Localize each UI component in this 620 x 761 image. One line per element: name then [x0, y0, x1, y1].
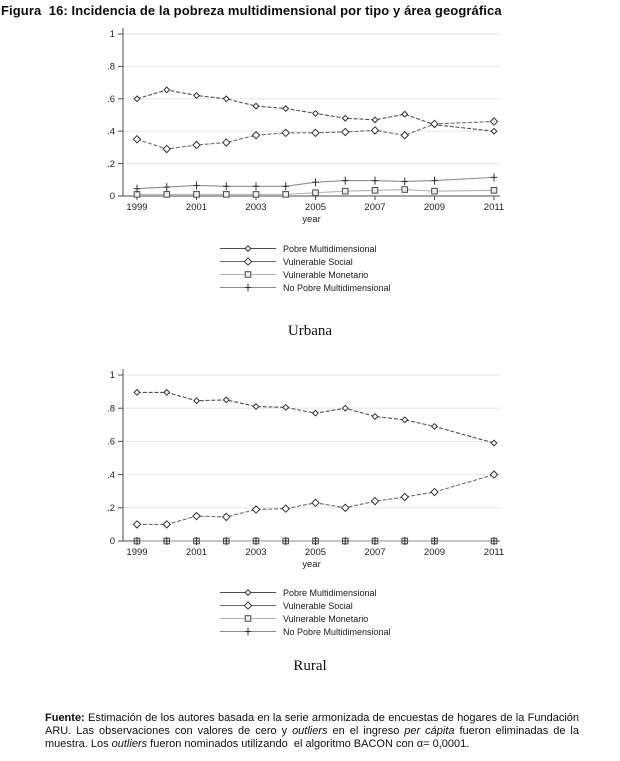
diamond-small-marker: [245, 590, 251, 596]
diamond-marker: [163, 145, 170, 152]
x-tick-label: 2011: [483, 547, 505, 558]
y-tick-label: 0: [109, 191, 115, 203]
diamond-marker: [312, 499, 319, 506]
x-tick-label: 2009: [423, 202, 446, 213]
caption-rural: Rural: [293, 658, 327, 674]
diamond-small-marker: [402, 417, 408, 423]
square-marker: [342, 188, 348, 194]
y-tick-label: 0: [109, 536, 115, 548]
diamond-marker: [252, 506, 259, 513]
x-axis-title: year: [302, 559, 321, 570]
diamond-marker: [431, 120, 438, 127]
diamond-small-marker: [491, 128, 497, 134]
square-marker: [164, 192, 170, 198]
source-note-segment: Estimación de los autores basada en la serie armonizada de encuestas de hogares de la Fundación ARU. Las observaciones con valores de cero y: [45, 712, 582, 737]
diamond-marker: [282, 505, 289, 512]
y-tick-label: 1: [109, 29, 115, 41]
diamond-marker: [401, 132, 408, 139]
x-axis-title: year: [302, 214, 321, 225]
y-tick-label: .8: [107, 403, 115, 415]
series-pobre-multidimensional: [134, 390, 497, 446]
square-marker: [402, 187, 408, 193]
square-marker: [491, 188, 497, 194]
diamond-small-marker: [223, 96, 229, 102]
y-tick-label: .2: [107, 503, 115, 514]
legend-label: Vulnerable Social: [283, 256, 353, 267]
y-tick-label: .6: [107, 436, 115, 448]
square-marker: [372, 188, 378, 194]
legend-key: [220, 282, 276, 293]
diamond-marker: [252, 132, 259, 139]
source-note-segment: outliers: [292, 725, 328, 737]
x-tick-label: 2005: [304, 202, 327, 213]
series-vulnerable-social: [133, 471, 497, 528]
diamond-marker: [371, 127, 378, 134]
legend-item: [220, 586, 391, 599]
diamond-marker: [490, 118, 497, 125]
source-note-segment: outliers: [111, 738, 148, 750]
legend-item: [220, 599, 391, 612]
diamond-small-marker: [134, 96, 140, 102]
y-tick-label: .4: [107, 126, 115, 138]
diamond-marker: [193, 141, 200, 148]
legend-key: [220, 269, 276, 280]
source-note-segment: Fuente:: [45, 712, 85, 724]
caption-urbana: Urbana: [287, 323, 333, 339]
x-tick-label: 2001: [185, 547, 208, 558]
series-vulnerable-social: [133, 118, 497, 153]
legend-key: [220, 600, 276, 611]
legend-item: [220, 281, 391, 294]
diamond-small-marker: [164, 87, 170, 93]
diamond-marker: [244, 602, 251, 609]
diamond-small-marker: [253, 103, 259, 109]
diamond-marker: [490, 471, 497, 478]
x-tick-label: 2011: [483, 202, 505, 213]
legend-item: [220, 612, 391, 625]
diamond-marker: [133, 136, 140, 143]
source-note-segment: fueron eliminadas de la muestra. Los: [45, 725, 583, 750]
diamond-small-marker: [372, 117, 378, 123]
legend-label: No Pobre Multidimensional: [283, 282, 391, 293]
legend-key: [220, 626, 276, 637]
diamond-small-marker: [402, 111, 408, 117]
diamond-marker: [312, 129, 319, 136]
legend-item: [220, 255, 391, 268]
square-marker: [283, 192, 289, 198]
x-tick-label: 1999: [126, 202, 148, 213]
square-marker: [313, 190, 319, 196]
legend-urbana: [220, 242, 391, 294]
legend-label: Pobre Multidimensional: [283, 587, 377, 598]
diamond-small-marker: [164, 390, 170, 396]
diamond-small-marker: [194, 93, 200, 99]
square-marker: [194, 192, 200, 198]
source-note-segment: en el ingreso: [327, 725, 405, 737]
diamond-small-marker: [223, 397, 229, 403]
diamond-marker: [342, 504, 349, 511]
x-tick-label: 2009: [423, 547, 446, 558]
diamond-marker: [342, 128, 349, 135]
diamond-small-marker: [134, 390, 140, 396]
x-tick-label: 2003: [245, 547, 267, 558]
diamond-small-marker: [342, 115, 348, 121]
diamond-marker: [282, 129, 289, 136]
x-tick-label: 1999: [126, 547, 148, 558]
series-no-pobre-multidimensional: [134, 537, 497, 545]
diamond-marker: [163, 521, 170, 528]
chart-rural: [0, 362, 620, 574]
diamond-marker: [193, 513, 200, 520]
legend-key: [220, 243, 276, 254]
legend-item: [220, 242, 391, 255]
x-tick-label: 2003: [245, 202, 267, 213]
diamond-small-marker: [313, 111, 319, 117]
y-tick-label: .6: [107, 94, 115, 105]
diamond-small-marker: [372, 414, 378, 420]
series-pobre-multidimensional: [134, 87, 497, 134]
chart-urbana: [0, 28, 620, 234]
square-marker: [432, 188, 438, 194]
x-tick-label: 2007: [364, 202, 386, 213]
diamond-marker: [244, 258, 251, 265]
square-marker: [245, 616, 251, 622]
y-tick-label: 1: [109, 370, 115, 382]
legend-rural: [220, 586, 391, 638]
square-marker: [223, 192, 229, 198]
figure-title: Figura 16: Incidencia de la pobreza multidimensional por tipo y área geográfica: [1, 3, 502, 18]
diamond-small-marker: [432, 424, 438, 430]
series-line: [137, 392, 494, 443]
legend-key: [220, 587, 276, 598]
legend-label: Vulnerable Monetario: [283, 613, 369, 624]
y-tick-label: .4: [107, 469, 115, 481]
source-note-segment: per cápita: [404, 725, 455, 737]
x-tick-label: 2005: [304, 547, 327, 558]
legend-label: Pobre Multidimensional: [283, 243, 377, 254]
legend-label: Vulnerable Monetario: [283, 269, 369, 280]
diamond-marker: [401, 493, 408, 500]
legend-item: [220, 268, 391, 281]
diamond-small-marker: [313, 410, 319, 416]
diamond-marker: [431, 488, 438, 495]
y-tick-label: .8: [107, 61, 115, 73]
diamond-small-marker: [245, 246, 251, 252]
diamond-small-marker: [342, 405, 348, 411]
diamond-small-marker: [283, 106, 289, 112]
diamond-marker: [133, 521, 140, 528]
legend-label: No Pobre Multidimensional: [283, 626, 391, 637]
square-marker: [253, 192, 259, 198]
diamond-marker: [223, 139, 230, 146]
square-marker: [245, 272, 251, 278]
diamond-marker: [371, 498, 378, 505]
legend-key: [220, 613, 276, 624]
source-note-segment: fueron nominados utilizando el algoritmo BACON con α= 0,0001.: [147, 738, 470, 750]
diamond-marker: [223, 513, 230, 520]
x-tick-label: 2001: [185, 202, 208, 213]
x-tick-label: 2007: [364, 547, 386, 558]
y-tick-label: .2: [107, 158, 115, 170]
legend-key: [220, 256, 276, 267]
diamond-small-marker: [283, 405, 289, 411]
diamond-small-marker: [194, 398, 200, 404]
source-note: [45, 712, 583, 751]
legend-item: [220, 625, 391, 638]
legend-label: Vulnerable Social: [283, 600, 353, 611]
